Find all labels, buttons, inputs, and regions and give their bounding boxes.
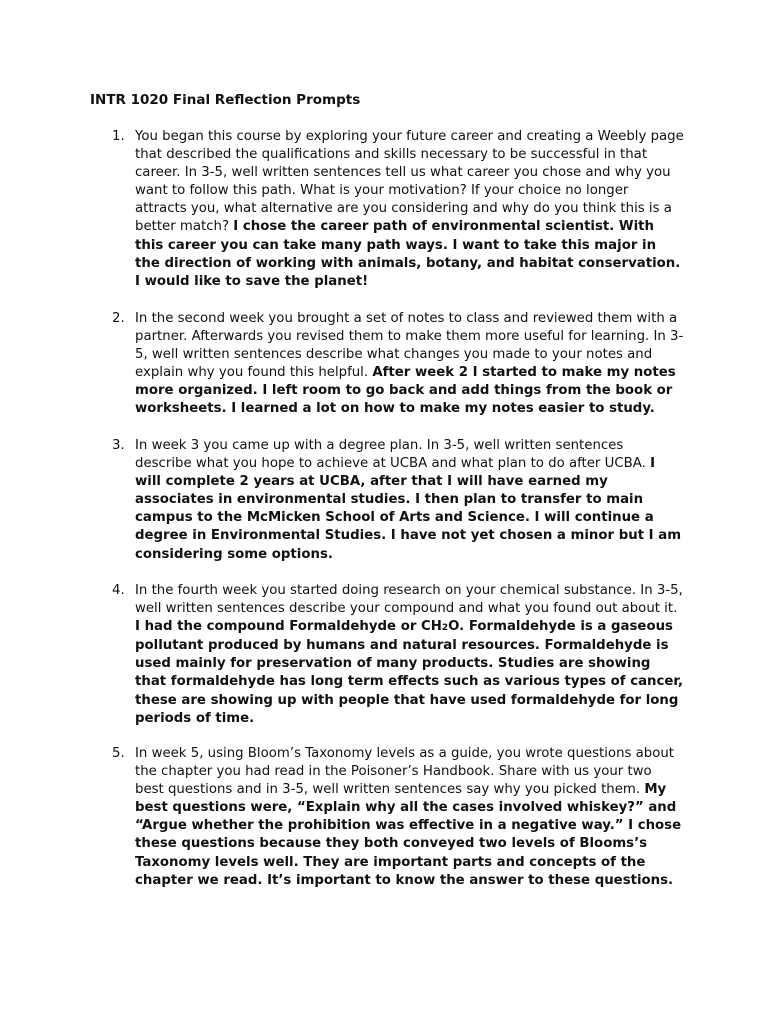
prompt-number: 5. [112, 746, 125, 761]
prompt-question: In week 3 you came up with a degree plan. In 3-5, well written sentences describe what you hope to achieve at UCBA and what plan to do after UCBA. [135, 438, 646, 472]
subscript-digit: 2 [441, 623, 449, 634]
prompt-question: In the fourth week you started doing research on your chemical substance. In 3-5, well written sentences describe your compound and what you found out about it. [135, 583, 683, 617]
prompt-question: You began this course by exploring your future career and creating a Weebly page that described the qualifications and skills necessary to be successful in that career. In 3-5, well written sentences tell us what career you chose and why you want to follow this path. What is your motivation? If your choice no longer attracts you, what alternative are you considering and why do you think this is a better match? [135, 129, 684, 235]
prompt-1 [112, 128, 684, 291]
prompt-body [135, 128, 684, 291]
answer-text: O. Formaldehyde is a gaseous pollutant produced by humans and natural resources. Formaldehyde is used mainly for preservation of many products. Studies are showing that formaldehyde has long term effects such as various types of cancer, these are showing up with people that have used formaldehyde for long periods of time. [135, 619, 684, 726]
prompt-answer: After week 2 I started to make my notes more organized. I left room to go back and add things from the book or worksheets. I learned a lot on how to make my notes easier to study. [135, 365, 676, 417]
prompt-number: 4. [112, 583, 125, 598]
prompt-answer: I will complete 2 years at UCBA, after that I will have earned my associates in environmental studies. I then plan to transfer to main campus to the McMicken School of Arts and Science. I will continue a degree in Environmental Studies. I have not yet chosen a minor but I am considering some options. [135, 456, 682, 562]
prompt-question: In week 5, using Bloom’s Taxonomy levels as a guide, you wrote questions about the chapter you had read in the Poisoner’s Handbook. Share with us your two best questions and in 3-5, well written sentences say why you picked them. [135, 746, 675, 798]
prompt-answer: I chose the career path of environmental scientist. With this career you can take many path ways. I want to take this major in the direction of working with animals, botany, and habitat conservation. I would like to save the planet! [135, 219, 681, 289]
page-title: INTR 1020 Final Reflection Prompts [90, 92, 361, 108]
prompt-body [135, 437, 684, 564]
prompt-number: 3. [112, 438, 125, 453]
prompt-2 [112, 310, 684, 419]
prompt-5 [112, 745, 684, 890]
prompt-body [135, 310, 684, 419]
prompt-answer: My best questions were, “Explain why all the cases involved whiskey?” and “Argue whether the prohibition was effective in a negative way.” I chose these questions because they both conveyed two levels of Blooms’s Taxonomy levels well. They are important parts and concepts of the chapter we read. It’s important to know the answer to these questions. [135, 782, 682, 888]
prompt-number: 2. [112, 311, 125, 326]
prompt-3 [112, 437, 684, 564]
prompt-4 [112, 582, 684, 728]
prompt-body [135, 582, 684, 728]
prompt-answer [135, 619, 683, 725]
answer-text: I had the compound Formaldehyde or CH [135, 619, 442, 635]
prompt-number: 1. [112, 129, 125, 144]
prompt-question: In the second week you brought a set of notes to class and reviewed them with a partner. Afterwards you revised them to make them more useful for learning. In 3-5, well written sentences describe what changes you made to your notes and explain why you found this helpful. [135, 311, 684, 381]
prompt-body [135, 745, 684, 890]
